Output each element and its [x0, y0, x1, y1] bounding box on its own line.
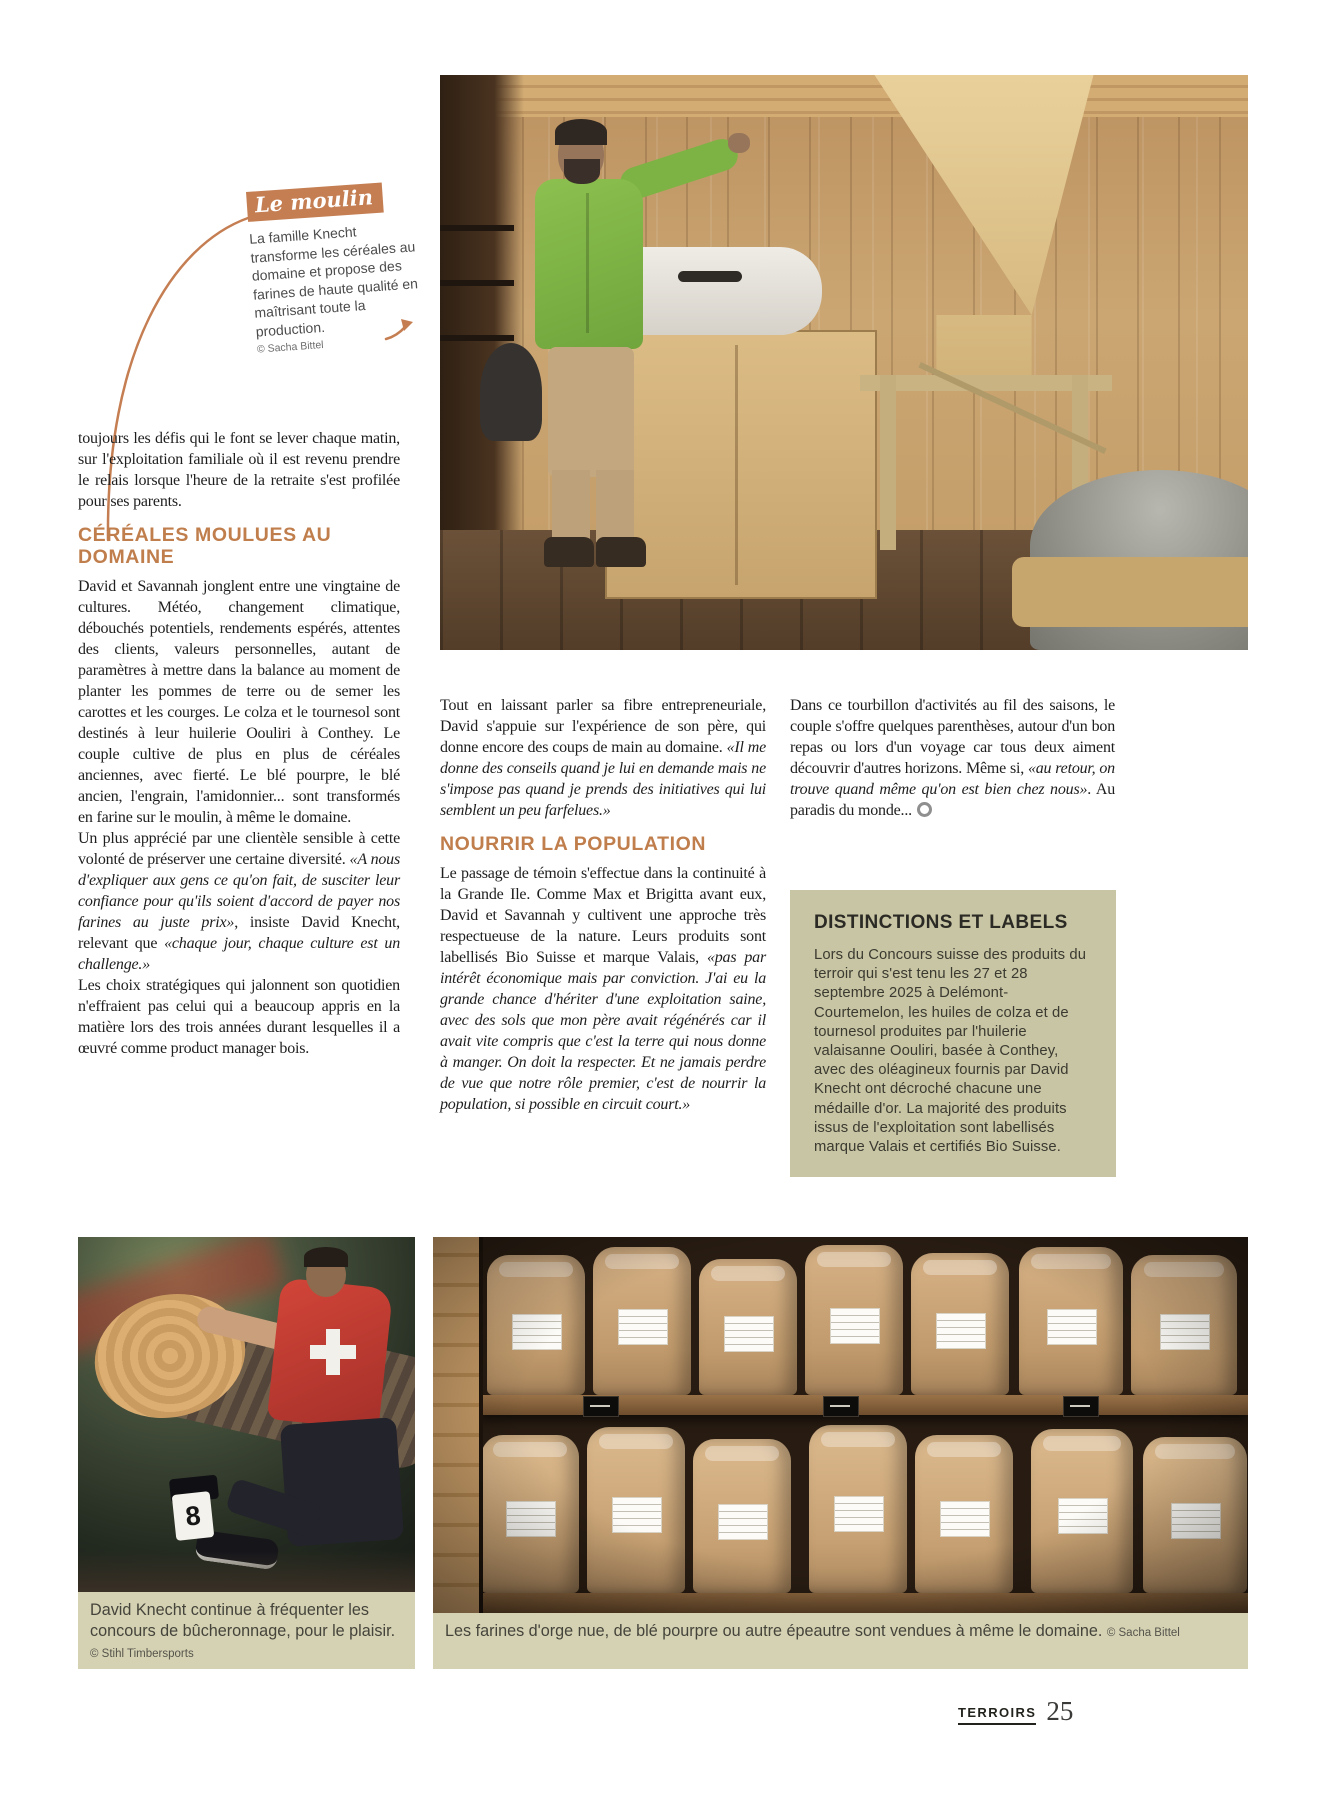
callout-title: Le moulin — [246, 183, 384, 222]
section-heading-cereales: CÉRÉALES MOULUES AU DOMAINE — [78, 524, 332, 568]
callout-text: La famille Knecht transforme les céréales au domaine et propose des farines de haute qualité en maîtrisant toute la production. — [248, 223, 419, 340]
article-column-2 — [440, 695, 766, 1115]
end-of-article-marker — [917, 802, 932, 817]
section-heading-nourrir: NOURRIR LA POPULATION — [440, 833, 707, 855]
photo-credit: © Stihl Timbersports — [90, 1648, 194, 1660]
caption-text: David Knecht continue à fréquenter les concours de bûcheronnage, pour le plaisir. — [90, 1601, 396, 1640]
body-paragraph: Les choix stratégiques qui jalonnent son quotidien n'effraient pas celui qui a beaucoup appris en la matière lors des trois années durant lesquelles il a œuvré comme product manager bois. — [78, 977, 400, 1057]
distinctions-title: DISTINCTIONS ET LABELS — [814, 912, 1068, 933]
body-paragraph: Un plus apprécié par une clientèle sensible à cette volonté de préserver une certaine diversité. «A nous d'expliquer aux gens ce qu'on fait, de susciter leur confiance pour qu'ils soient d'accord de payer nos farines au juste prix», insiste David Knecht, relevant que «chaque jour, chaque culture est un challenge.» — [78, 830, 401, 973]
distinctions-body: Lors du Concours suisse des produits du terroir qui s'est tenu les 27 et 28 septembre 2025 à Delémont-Courtemelon, les huiles de colza et de tournesol produites par l'huilerie valaisanne Oouliri, basée à Conthey, avec des oléagineux fournis par David Knecht ont décroché chacune une médaille d'or. La majorité des produits issus de l'exploitation sont labellisés marque Valais et certifiés Bio Suisse. — [814, 947, 1087, 1156]
body-paragraph: Le passage de témoin s'effectue dans la continuité à la Grande Ile. Comme Max et Brigitta avant eux, David et Savannah y cultivent une approche très respectueuse de la nature. Leurs produits sont labellisés Bio Suisse et marque Valais, «pas par intérêt économique mais par conviction. J'ai eu la grande chance d'hériter d'une exploitation saine, avec des sols que mon père avait régénérés car il avait vite compris que c'est la terre qui nous donne à manger. On doit la respecter. Et ne jamais perdre de vue que notre rôle premier, c'est de nourrir la population, si possible en circuit court.» — [440, 865, 766, 1113]
footer-section-label: TERROIRS — [958, 1705, 1036, 1725]
mill-photo — [440, 75, 1248, 650]
caption-text: Les farines d'orge nue, de blé pourpre ou autre épeautre sont vendues à même le domaine. — [445, 1622, 1103, 1640]
body-paragraph: Dans ce tourbillon d'activités au fil des saisons, le couple s'offre quelques parenthèses, autour d'un bon repas ou lors d'un voyage car tous deux aiment découvrir d'autres horizons. Même si, «au retour, on trouve quand même qu'on est bien chez nous». Au paradis du monde... — [790, 697, 1115, 819]
lumberjack-caption — [78, 1592, 415, 1669]
distinctions-box — [790, 890, 1116, 1177]
page-number: 25 — [1046, 1696, 1074, 1726]
miller-figure — [535, 179, 643, 349]
mill-handle — [678, 271, 742, 282]
floursacks-photo — [433, 1237, 1248, 1613]
millstone-rim — [1012, 557, 1248, 627]
body-paragraph: Tout en laissant parler sa fibre entrepreneuriale, David s'appuie sur l'expérience de son père, qui donne encore des coups de main au domaine. «Il me donne des conseils quand je lui en demande mais ne s'impose pas quand je prends des initiatives qui lui semblent un peu farfelues.» — [440, 697, 766, 819]
article-column-1 — [78, 428, 400, 1059]
background-person — [480, 343, 542, 441]
article-column-3 — [790, 695, 1115, 821]
photo-credit: © Sacha Bittel — [256, 338, 324, 356]
ceiling-planks — [440, 75, 1248, 117]
intro-paragraph: toujours les défis qui le font se lever chaque matin, sur l'exploitation familiale où il est revenu prendre le relais lorsque l'heure de la retraite s'est profilée pour ses parents. — [78, 430, 400, 510]
lumberjack-photo — [78, 1237, 415, 1592]
floursacks-caption — [433, 1613, 1248, 1669]
body-paragraph: David et Savannah jonglent entre une vingtaine de cultures. Météo, changement climatique, débouchés potentiels, rendements espérés, attentes des clients, valeurs personnelles, autant de paramètres à mettre dans la balance au moment de planter les pommes de terre ou de semer les carottes et les courges. Le colza et le tournesol sont destinés à leur huilerie Oouliri à Conthey. Le couple cultive de plus en plus de céréales anciennes, avec fierté. Le blé pourpre, le blé ancien, l'engrain, l'amidonnier... sont transformés en farine sur le moulin, à même le domaine. — [78, 578, 400, 826]
competitor-bib-number: 8 — [172, 1491, 215, 1541]
callout-arrow-icon — [383, 317, 417, 343]
photo-credit: © Sacha Bittel — [1106, 1627, 1180, 1639]
page-footer — [958, 1698, 1073, 1725]
